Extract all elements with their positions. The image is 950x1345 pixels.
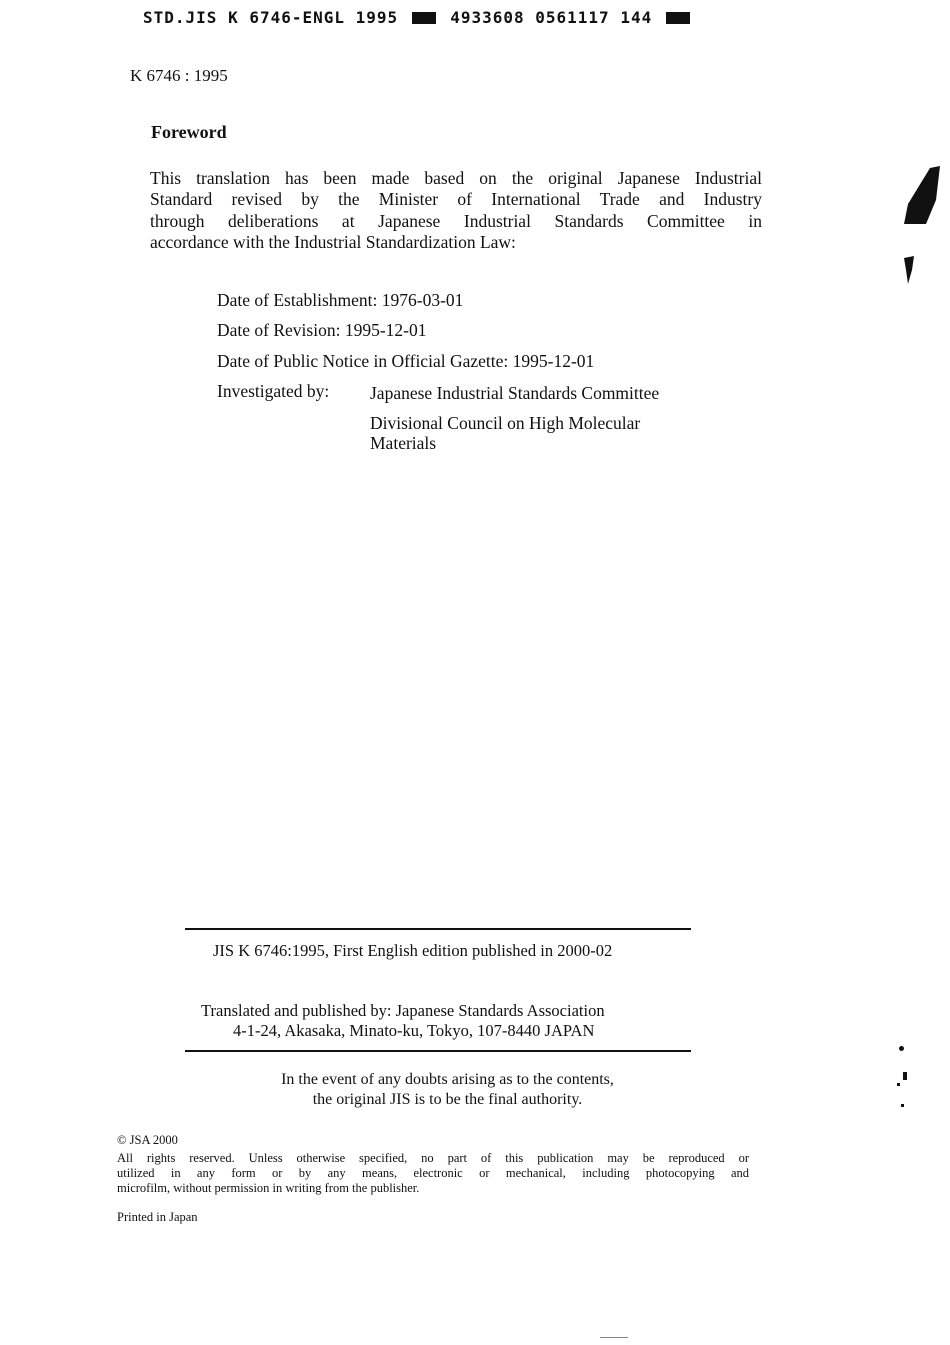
investigated-by-council-cont: Materials — [370, 433, 437, 453]
authority-note-line: the original JIS is to be the final authority. — [312, 1091, 583, 1108]
scan-speck — [899, 1046, 904, 1051]
divider-bottom — [185, 1050, 691, 1052]
divider-top — [185, 928, 691, 930]
scan-speck — [600, 1337, 628, 1338]
translated-by: Translated and published by: Japanese Standards Association — [201, 1001, 605, 1020]
printed-in: Printed in Japan — [117, 1210, 198, 1224]
redaction-block — [412, 12, 436, 24]
date-of-revision: Date of Revision: 1995-12-01 — [217, 320, 427, 340]
publisher-address: 4-1-24, Akasaka, Minato-ku, Tokyo, 107-8440 JAPAN — [233, 1021, 595, 1040]
foreword-line: Standard revised by the Minister of International Trade and Industry — [150, 189, 762, 210]
rights-statement — [117, 1151, 749, 1196]
redaction-block — [666, 12, 690, 24]
date-of-public-notice: Date of Public Notice in Official Gazette: 1995-12-01 — [217, 351, 595, 371]
rights-line: microfilm, without permission in writing from the publisher. — [117, 1181, 420, 1195]
foreword-line: accordance with the Industrial Standardization Law: — [150, 231, 516, 252]
investigated-by-label: Investigated by: — [217, 381, 330, 401]
scan-speck — [903, 1072, 907, 1080]
foreword-title: Foreword — [151, 122, 227, 142]
rights-line: All rights reserved. Unless otherwise specified, no part of this publication may be reproduced or — [117, 1151, 749, 1165]
scan-speck — [897, 1083, 900, 1086]
document-id-header — [143, 8, 690, 27]
foreword-line: through deliberations at Japanese Industrial Standards Committee in — [150, 210, 762, 231]
header-code-right: 4933608 0561117 144 — [450, 8, 653, 27]
scan-artifact-marks — [896, 160, 946, 290]
scan-speck — [901, 1104, 904, 1107]
standard-number: K 6746 : 1995 — [130, 66, 228, 85]
investigated-by-council: Divisional Council on High Molecular — [370, 413, 641, 433]
header-code-left: STD.JIS K 6746-ENGL 1995 — [143, 8, 399, 27]
edition-statement: JIS K 6746:1995, First English edition published in 2000-02 — [213, 941, 613, 960]
copyright-notice: © JSA 2000 — [117, 1133, 178, 1147]
investigated-by-committee: Japanese Industrial Standards Committee — [370, 383, 660, 403]
authority-note-line: In the event of any doubts arising as to the contents, — [281, 1071, 614, 1088]
foreword-line: This translation has been made based on the original Japanese Industrial — [150, 168, 762, 188]
date-of-establishment: Date of Establishment: 1976-03-01 — [217, 290, 464, 310]
foreword-paragraph — [150, 168, 762, 253]
rights-line: utilized in any form or by any means, electronic or mechanical, including photocopying and — [117, 1166, 749, 1180]
